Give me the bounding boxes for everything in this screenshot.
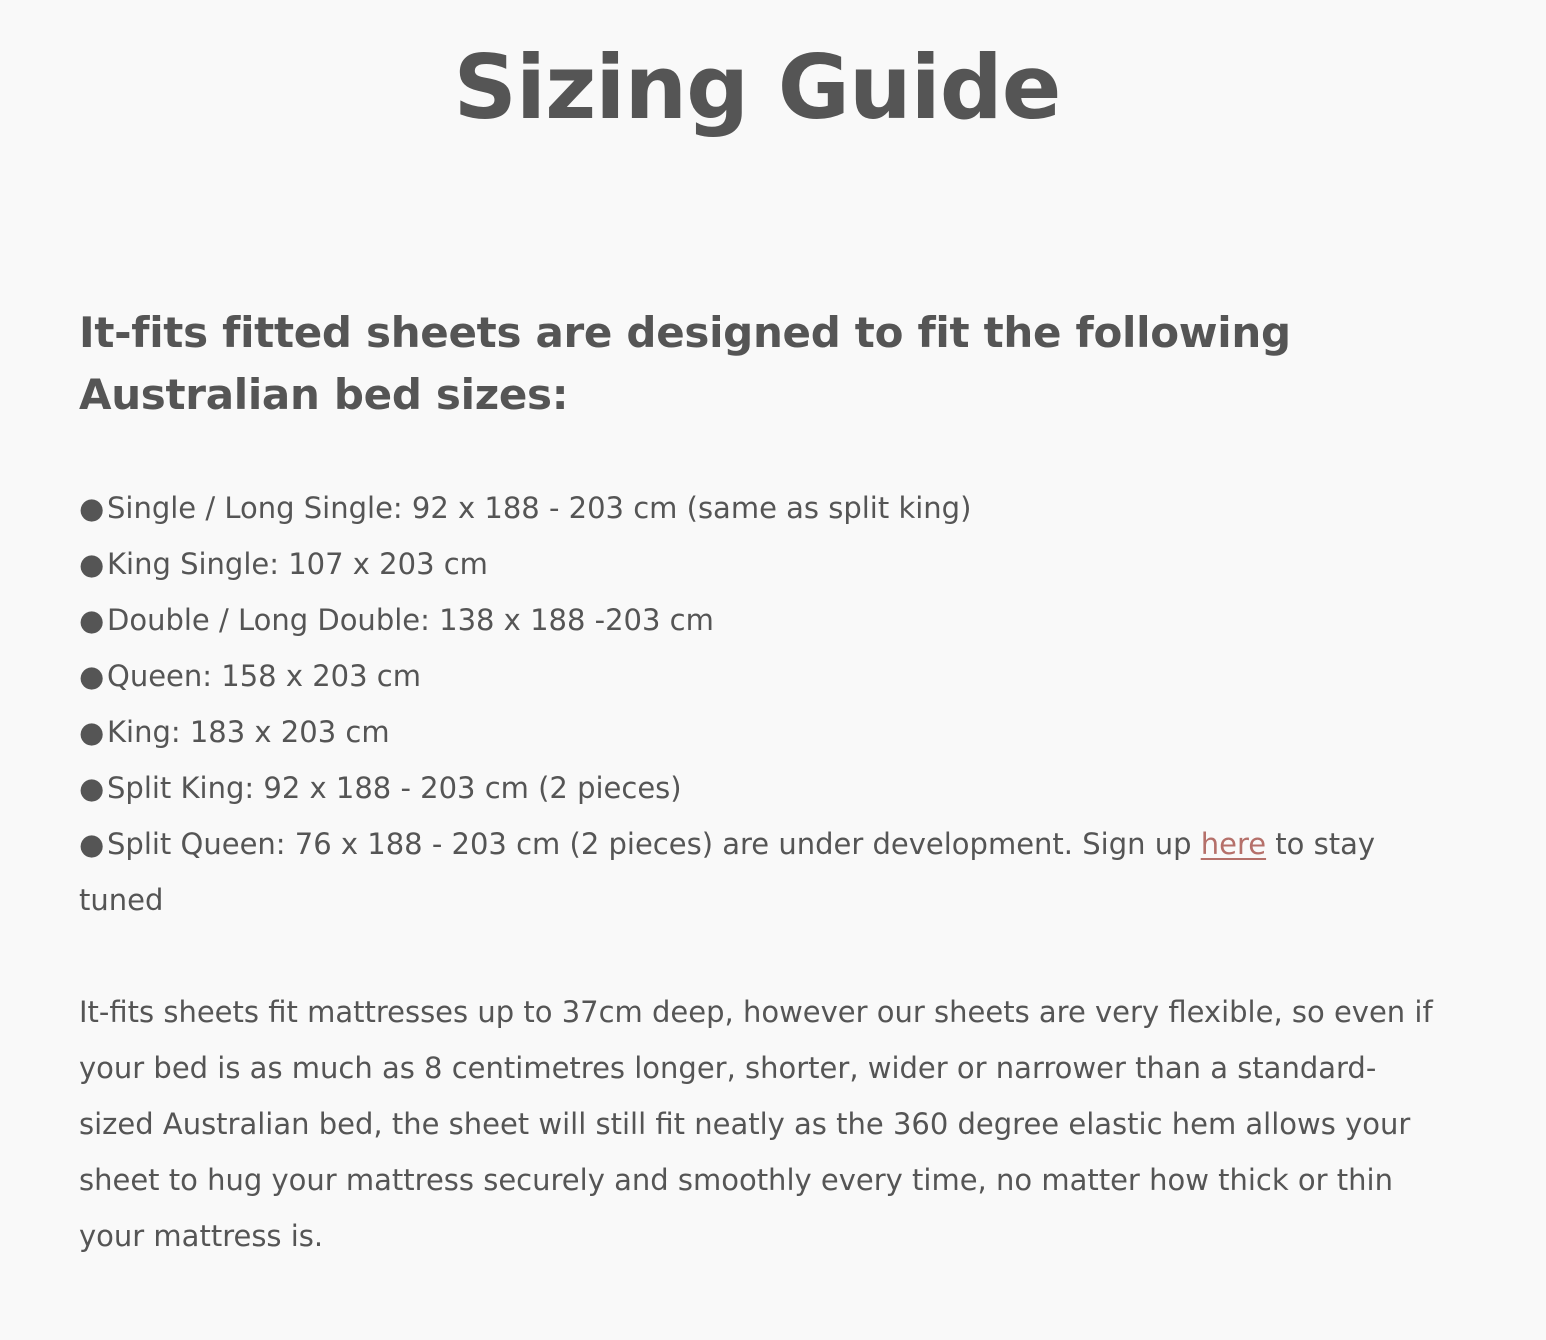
page-title: Sizing Guide <box>453 36 1061 139</box>
list-item-king-single <box>79 536 1459 592</box>
size-text: Double / Long Double: 138 x 188 -203 cm <box>107 603 714 637</box>
size-text: Split King: 92 x 188 - 203 cm (2 pieces) <box>107 771 682 805</box>
bullet-icon: ● <box>79 659 105 693</box>
size-text: Split Queen: 76 x 188 - 203 cm (2 pieces) are under development. Sign up <box>107 827 1201 861</box>
bullet-icon: ● <box>79 715 105 749</box>
sign-up-here-link[interactable]: here <box>1200 827 1267 861</box>
list-item-split-queen <box>79 816 1459 928</box>
fit-description-paragraph: It-fits sheets fit mattresses up to 37cm deep, however our sheets are very flexible, so even if your bed is as much as 8 centimetres longer, shorter, wider or narrower than a standard-sized Australian bed, the sheet will still fit neatly as the 360 degree elastic hem allows your sheet to hug your mattress securely and smoothly every time, no matter how thick or thin your mattress is. <box>79 995 1433 1253</box>
bed-size-list <box>79 480 1459 928</box>
bullet-icon: ● <box>79 603 105 637</box>
size-text-after: to stay tuned <box>79 827 1376 917</box>
bullet-icon: ● <box>79 827 105 861</box>
bullet-icon: ● <box>79 491 105 525</box>
list-item-king <box>79 704 1459 760</box>
list-item-split-king <box>79 760 1459 816</box>
size-text: King Single: 107 x 203 cm <box>107 547 488 581</box>
section-heading: It-fits fitted sheets are designed to fit the following Australian bed sizes: <box>79 308 1291 419</box>
size-text: Single / Long Single: 92 x 188 - 203 cm (same as split king) <box>107 491 972 525</box>
list-item-single <box>79 480 1459 536</box>
size-text: King: 183 x 203 cm <box>107 715 390 749</box>
list-item-queen <box>79 648 1459 704</box>
size-text: Queen: 158 x 203 cm <box>107 659 421 693</box>
bullet-icon: ● <box>79 547 105 581</box>
list-item-double <box>79 592 1459 648</box>
bullet-icon: ● <box>79 771 105 805</box>
